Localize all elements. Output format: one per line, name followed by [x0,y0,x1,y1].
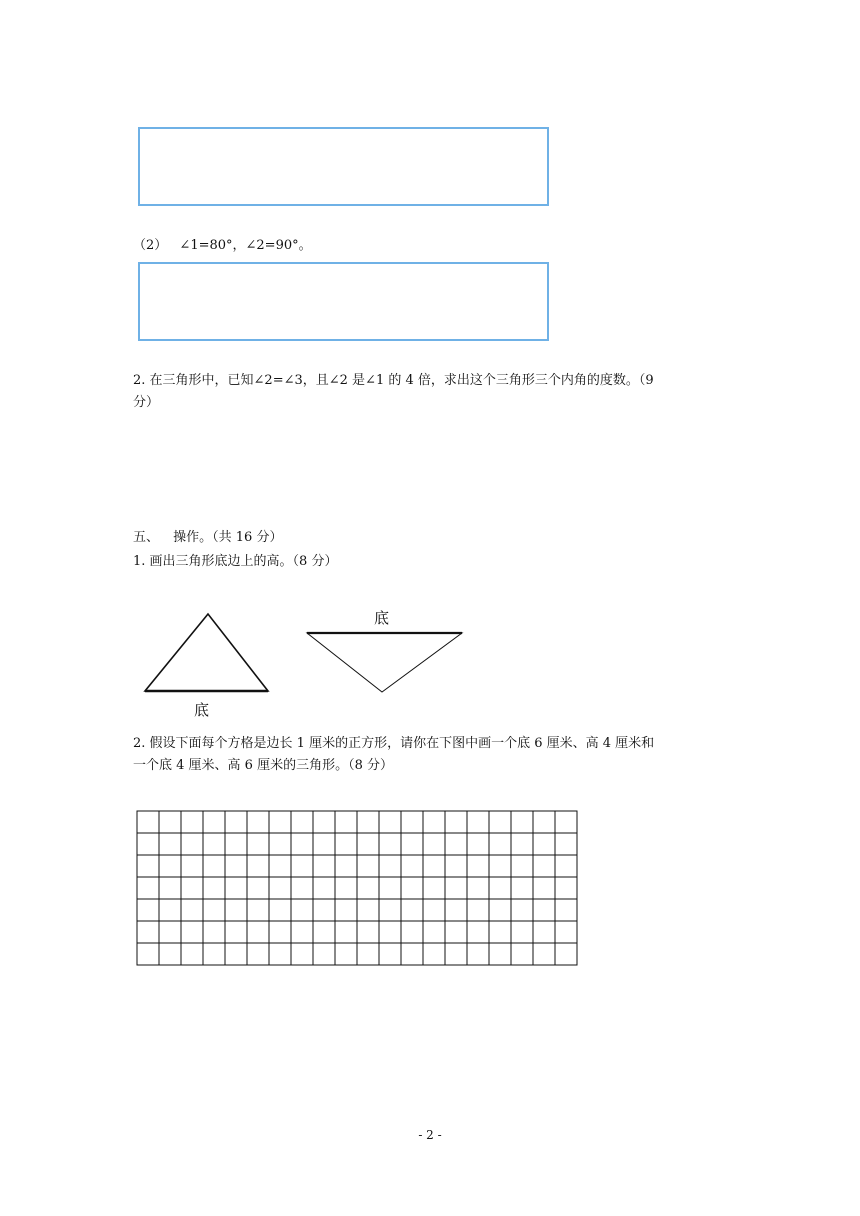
grid-cell[interactable] [269,899,291,921]
grid-cell[interactable] [335,899,357,921]
grid-cell[interactable] [445,833,467,855]
grid-cell[interactable] [159,833,181,855]
grid-cell[interactable] [423,943,445,965]
grid-cell[interactable] [225,855,247,877]
grid-cell[interactable] [445,877,467,899]
grid-cell[interactable] [357,943,379,965]
triangle-1-figure [140,606,280,698]
grid-cell[interactable] [401,899,423,921]
grid-cell[interactable] [203,899,225,921]
grid-cell[interactable] [511,943,533,965]
grid-cell[interactable] [313,811,335,833]
grid-cell[interactable] [203,921,225,943]
grid-cell[interactable] [181,855,203,877]
grid-cell[interactable] [511,921,533,943]
grid-cell[interactable] [379,877,401,899]
grid-cell[interactable] [555,943,577,965]
grid-cell[interactable] [423,833,445,855]
answer-box-1[interactable] [138,127,549,206]
grid-cell[interactable] [247,899,269,921]
grid-cell[interactable] [181,833,203,855]
grid-cell[interactable] [423,899,445,921]
grid-cell[interactable] [467,833,489,855]
grid-cell[interactable] [159,943,181,965]
grid-cell[interactable] [533,833,555,855]
grid-cell[interactable] [467,921,489,943]
grid-cell[interactable] [401,921,423,943]
grid-cell[interactable] [555,811,577,833]
grid-cell[interactable] [247,921,269,943]
grid-cell[interactable] [423,855,445,877]
grid-cell[interactable] [137,811,159,833]
grid-cell[interactable] [203,811,225,833]
grid-cell[interactable] [555,899,577,921]
grid-cell[interactable] [357,833,379,855]
question-2-line-2: 分） [133,395,160,410]
grid-cell[interactable] [247,877,269,899]
grid-cell[interactable] [467,811,489,833]
grid-cell[interactable] [445,899,467,921]
grid-cell[interactable] [379,811,401,833]
grid-cell[interactable] [269,811,291,833]
triangle-1-base-label: 底 [194,701,210,719]
grid-cell[interactable] [203,943,225,965]
grid-cell[interactable] [401,877,423,899]
grid-cell[interactable] [291,921,313,943]
grid-cell[interactable] [159,811,181,833]
grid-cell[interactable] [225,899,247,921]
grid-cell[interactable] [269,921,291,943]
grid-cell[interactable] [159,877,181,899]
grid-cell[interactable] [335,811,357,833]
grid-cell[interactable] [357,921,379,943]
grid-cell[interactable] [269,877,291,899]
square-grid[interactable] [136,810,578,966]
grid-cell[interactable] [379,899,401,921]
grid-cell[interactable] [225,921,247,943]
grid-cell[interactable] [467,877,489,899]
answer-box-2[interactable] [138,262,549,341]
grid-cell[interactable] [467,899,489,921]
triangle-1 [145,614,268,691]
sub-question-label: （2） [133,238,168,253]
grid-cell[interactable] [159,855,181,877]
grid-cell[interactable] [511,811,533,833]
grid-cell[interactable] [159,899,181,921]
grid-cell[interactable] [445,921,467,943]
section-title: 操作。（共 16 分） [173,530,283,545]
grid-cell[interactable] [401,811,423,833]
grid-cell[interactable] [489,899,511,921]
grid-cell[interactable] [467,943,489,965]
grid-cell[interactable] [555,855,577,877]
grid-cell[interactable] [401,833,423,855]
grid-cell[interactable] [489,833,511,855]
grid-cell[interactable] [137,943,159,965]
sub-question-condition: ∠1=80°，∠2=90°。 [179,238,312,253]
grid-cell[interactable] [379,943,401,965]
grid-cell[interactable] [555,921,577,943]
operation-question-1: 1. 画出三角形底边上的高。（8 分） [133,554,338,569]
grid-cell[interactable] [357,899,379,921]
grid-cell[interactable] [357,877,379,899]
grid-cell[interactable] [467,855,489,877]
grid-cell[interactable] [423,877,445,899]
grid-cell[interactable] [379,921,401,943]
grid-cell[interactable] [445,811,467,833]
grid-cell[interactable] [225,811,247,833]
grid-cell[interactable] [357,855,379,877]
grid-cell[interactable] [181,921,203,943]
grid-cell[interactable] [533,921,555,943]
grid-cell[interactable] [313,855,335,877]
grid-cell[interactable] [555,877,577,899]
grid-cell[interactable] [511,899,533,921]
grid-cell[interactable] [313,943,335,965]
grid-cell[interactable] [489,811,511,833]
grid-cell[interactable] [335,877,357,899]
grid-cell[interactable] [379,855,401,877]
grid-cell[interactable] [445,943,467,965]
grid-cell[interactable] [291,833,313,855]
grid-cell[interactable] [533,855,555,877]
grid-cell[interactable] [423,921,445,943]
grid-cell[interactable] [511,877,533,899]
grid-cell[interactable] [291,855,313,877]
grid-cell[interactable] [247,855,269,877]
grid-cell[interactable] [181,811,203,833]
grid-cell[interactable] [379,833,401,855]
grid-cell[interactable] [137,833,159,855]
grid-cell[interactable] [489,877,511,899]
sub-question-2 [133,236,312,256]
grid-cell[interactable] [313,877,335,899]
grid-cell[interactable] [181,899,203,921]
operation-question-2-line-1: 2. 假设下面每个方格是边长 1 厘米的正方形，请你在下图中画一个底 6 厘米、高 4 厘米和 [133,736,655,751]
grid-cell[interactable] [247,833,269,855]
grid-cell[interactable] [269,943,291,965]
grid-cell[interactable] [357,811,379,833]
section-heading [133,528,282,548]
grid-cell[interactable] [137,899,159,921]
triangle-2-figure [300,626,470,698]
grid-cell[interactable] [313,833,335,855]
grid-cell[interactable] [533,877,555,899]
page-number: - 2 - [418,1128,442,1142]
operation-question-2-line-2: 一个底 4 厘米、高 6 厘米的三角形。（8 分） [133,758,393,773]
grid-cell[interactable] [225,833,247,855]
grid-cell[interactable] [159,921,181,943]
grid-cell[interactable] [401,855,423,877]
grid-cell[interactable] [313,921,335,943]
grid-cell[interactable] [291,899,313,921]
question-2-line-1: 2. 在三角形中，已知∠2=∠3，且∠2 是∠1 的 4 倍，求出这个三角形三个内角的度数。（9 [133,373,654,388]
triangle-2 [307,633,462,692]
grid-cell[interactable] [137,855,159,877]
grid-cell[interactable] [247,811,269,833]
grid-cell[interactable] [181,877,203,899]
grid-cell[interactable] [203,833,225,855]
grid-cell[interactable] [335,943,357,965]
grid-cell[interactable] [423,811,445,833]
grid-cell[interactable] [203,855,225,877]
grid-cell[interactable] [291,877,313,899]
grid-cell[interactable] [401,943,423,965]
grid-cell[interactable] [137,921,159,943]
grid-cell[interactable] [225,943,247,965]
grid-cell[interactable] [335,855,357,877]
grid-cell[interactable] [533,899,555,921]
grid-cell[interactable] [533,943,555,965]
grid-cell[interactable] [137,877,159,899]
grid-cell[interactable] [181,943,203,965]
grid-cell[interactable] [225,877,247,899]
grid-cell[interactable] [489,855,511,877]
grid-cell[interactable] [247,943,269,965]
grid-cell[interactable] [555,833,577,855]
grid-cell[interactable] [489,943,511,965]
grid-cell[interactable] [335,921,357,943]
grid-cell[interactable] [313,899,335,921]
grid-cell[interactable] [489,921,511,943]
grid-cell[interactable] [291,943,313,965]
grid-cell[interactable] [533,811,555,833]
grid-cell[interactable] [269,855,291,877]
grid-cell[interactable] [269,833,291,855]
grid-cell[interactable] [445,855,467,877]
grid-cell[interactable] [335,833,357,855]
grid-cell[interactable] [291,811,313,833]
grid-cell[interactable] [203,877,225,899]
grid-cell[interactable] [511,855,533,877]
grid-cell[interactable] [511,833,533,855]
triangle-2-base-label: 底 [374,609,390,627]
section-number: 五、 [133,530,160,545]
